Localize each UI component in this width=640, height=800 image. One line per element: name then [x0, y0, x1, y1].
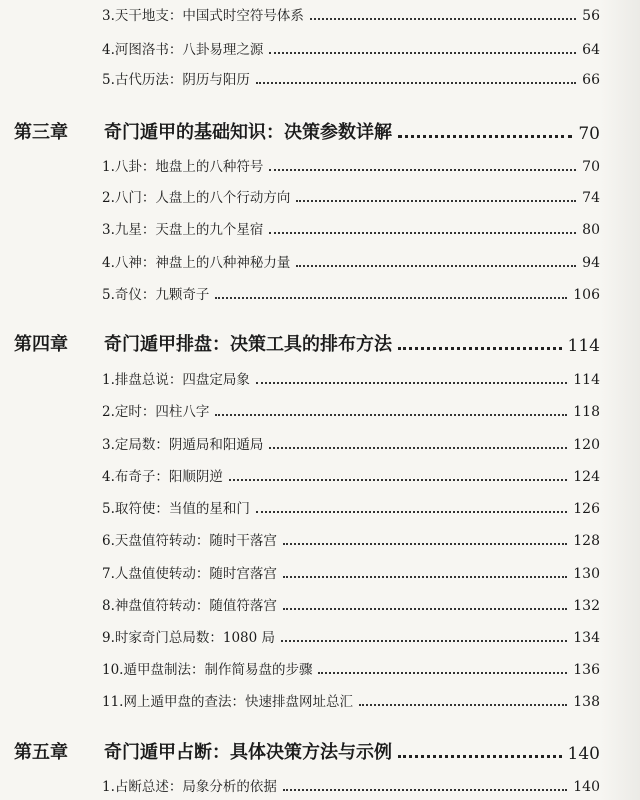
toc-entry [102, 658, 600, 678]
dot-leader [283, 543, 567, 545]
chapter-title: 奇门遁甲的基础知识：决策参数详解 [104, 122, 392, 143]
toc-entry-title: 9.时家奇门总局数：1080 局 [102, 630, 276, 646]
toc-page-number: 70 [582, 159, 600, 175]
toc-entry [102, 433, 600, 453]
dot-leader [269, 447, 567, 449]
dot-leader [359, 704, 567, 706]
toc-entry [102, 775, 600, 795]
toc-page-number: 114 [573, 372, 600, 388]
dot-leader [318, 672, 567, 674]
toc-chapter [14, 738, 600, 764]
toc-entry-title: 11.网上遁甲盘的查法：快速排盘网址总汇 [102, 694, 353, 710]
toc-entry [102, 251, 600, 271]
toc-page-number: 138 [573, 694, 600, 710]
toc-page-number: 66 [582, 72, 600, 88]
toc-entry-title: 5.古代历法：阴历与阳历 [102, 72, 250, 88]
toc-page-number: 114 [567, 336, 600, 356]
toc-entry [102, 155, 600, 175]
toc-entry [102, 562, 600, 582]
dot-leader [398, 135, 572, 138]
toc-entry [102, 497, 600, 517]
toc-page-number: 124 [573, 469, 600, 485]
toc-page-number: 140 [573, 779, 600, 795]
dot-leader [283, 789, 567, 791]
toc-chapter [14, 330, 600, 356]
toc-page-number: 120 [573, 437, 600, 453]
toc-page-number: 130 [573, 566, 600, 582]
toc-page-number: 136 [573, 662, 600, 678]
toc-entry [102, 400, 600, 420]
dot-leader [398, 347, 562, 350]
dot-leader [256, 82, 576, 84]
toc-entry [102, 594, 600, 614]
chapter-number: 第五章 [14, 742, 68, 763]
dot-leader [296, 265, 576, 267]
toc-page-number: 118 [573, 404, 600, 420]
toc-entry [102, 368, 600, 388]
toc-entry-title: 1.排盘总说：四盘定局象 [102, 372, 250, 388]
chapter-title: 奇门遁甲占断：具体决策方法与示例 [104, 742, 392, 763]
toc-entry-title: 3.九星：天盘上的九个星宿 [102, 222, 264, 238]
toc-entry-title: 7.人盘值使转动：随时宫落宫 [102, 566, 277, 582]
toc-page-number: 128 [573, 533, 600, 549]
dot-leader [269, 232, 576, 234]
dot-leader [310, 18, 576, 20]
toc-page-number: 64 [582, 42, 600, 58]
toc-chapter [14, 118, 600, 144]
toc-page-number: 74 [582, 190, 600, 206]
dot-leader [269, 52, 576, 54]
dot-leader [281, 640, 567, 642]
toc-page-number: 80 [582, 222, 600, 238]
toc-entry-title: 5.奇仪：九颗奇子 [102, 287, 210, 303]
toc-entry [102, 38, 600, 58]
toc-entry-title: 4.八神：神盘上的八种神秘力量 [102, 255, 291, 271]
toc-page-number: 56 [582, 8, 600, 24]
toc-entry-title: 1.占断总述：局象分析的依据 [102, 779, 277, 795]
toc-entry-title: 10.遁甲盘制法：制作简易盘的步骤 [102, 662, 313, 678]
toc-page-number: 132 [573, 598, 600, 614]
toc-page-number: 140 [567, 744, 600, 764]
toc-entry [102, 218, 600, 238]
toc-entry-title: 2.八门：人盘上的八个行动方向 [102, 190, 291, 206]
toc-entry-title: 3.定局数：阴遁局和阳遁局 [102, 437, 264, 453]
dot-leader [269, 169, 576, 171]
page-edge-shadow [600, 0, 640, 800]
dot-leader [256, 382, 567, 384]
toc-page-number: 126 [573, 501, 600, 517]
toc-page-number: 106 [573, 287, 600, 303]
toc-entry-title: 4.河图洛书：八卦易理之源 [102, 42, 264, 58]
dot-leader [215, 414, 567, 416]
dot-leader [296, 200, 576, 202]
chapter-number: 第三章 [14, 122, 68, 143]
toc-entry-title: 2.定时：四柱八字 [102, 404, 210, 420]
toc-entry [102, 283, 600, 303]
dot-leader [398, 755, 562, 758]
toc-entry-title: 3.天干地支：中国式时空符号体系 [102, 8, 304, 24]
toc-entry [102, 186, 600, 206]
dot-leader [283, 608, 567, 610]
toc-page-number: 134 [573, 630, 600, 646]
chapter-title: 奇门遁甲排盘：决策工具的排布方法 [104, 334, 392, 355]
dot-leader [256, 511, 567, 513]
toc-entry-title: 8.神盘值符转动：随值符落宫 [102, 598, 277, 614]
chapter-number: 第四章 [14, 334, 68, 355]
toc-entry [102, 690, 600, 710]
toc-entry-title: 4.布奇子：阳顺阴逆 [102, 469, 223, 485]
toc-entry-title: 5.取符使：当值的星和门 [102, 501, 250, 517]
toc-page-number: 94 [582, 255, 600, 271]
toc-entry [102, 4, 600, 24]
dot-leader [215, 297, 567, 299]
toc-entry [102, 529, 600, 549]
toc-entry-title: 6.天盘值符转动：随时干落宫 [102, 533, 277, 549]
dot-leader [229, 479, 567, 481]
toc-entry-title: 1.八卦：地盘上的八种符号 [102, 159, 264, 175]
toc-entry [102, 68, 600, 88]
toc-page-number: 70 [578, 124, 600, 144]
toc-entry [102, 465, 600, 485]
dot-leader [283, 576, 567, 578]
toc-entry [102, 626, 600, 646]
